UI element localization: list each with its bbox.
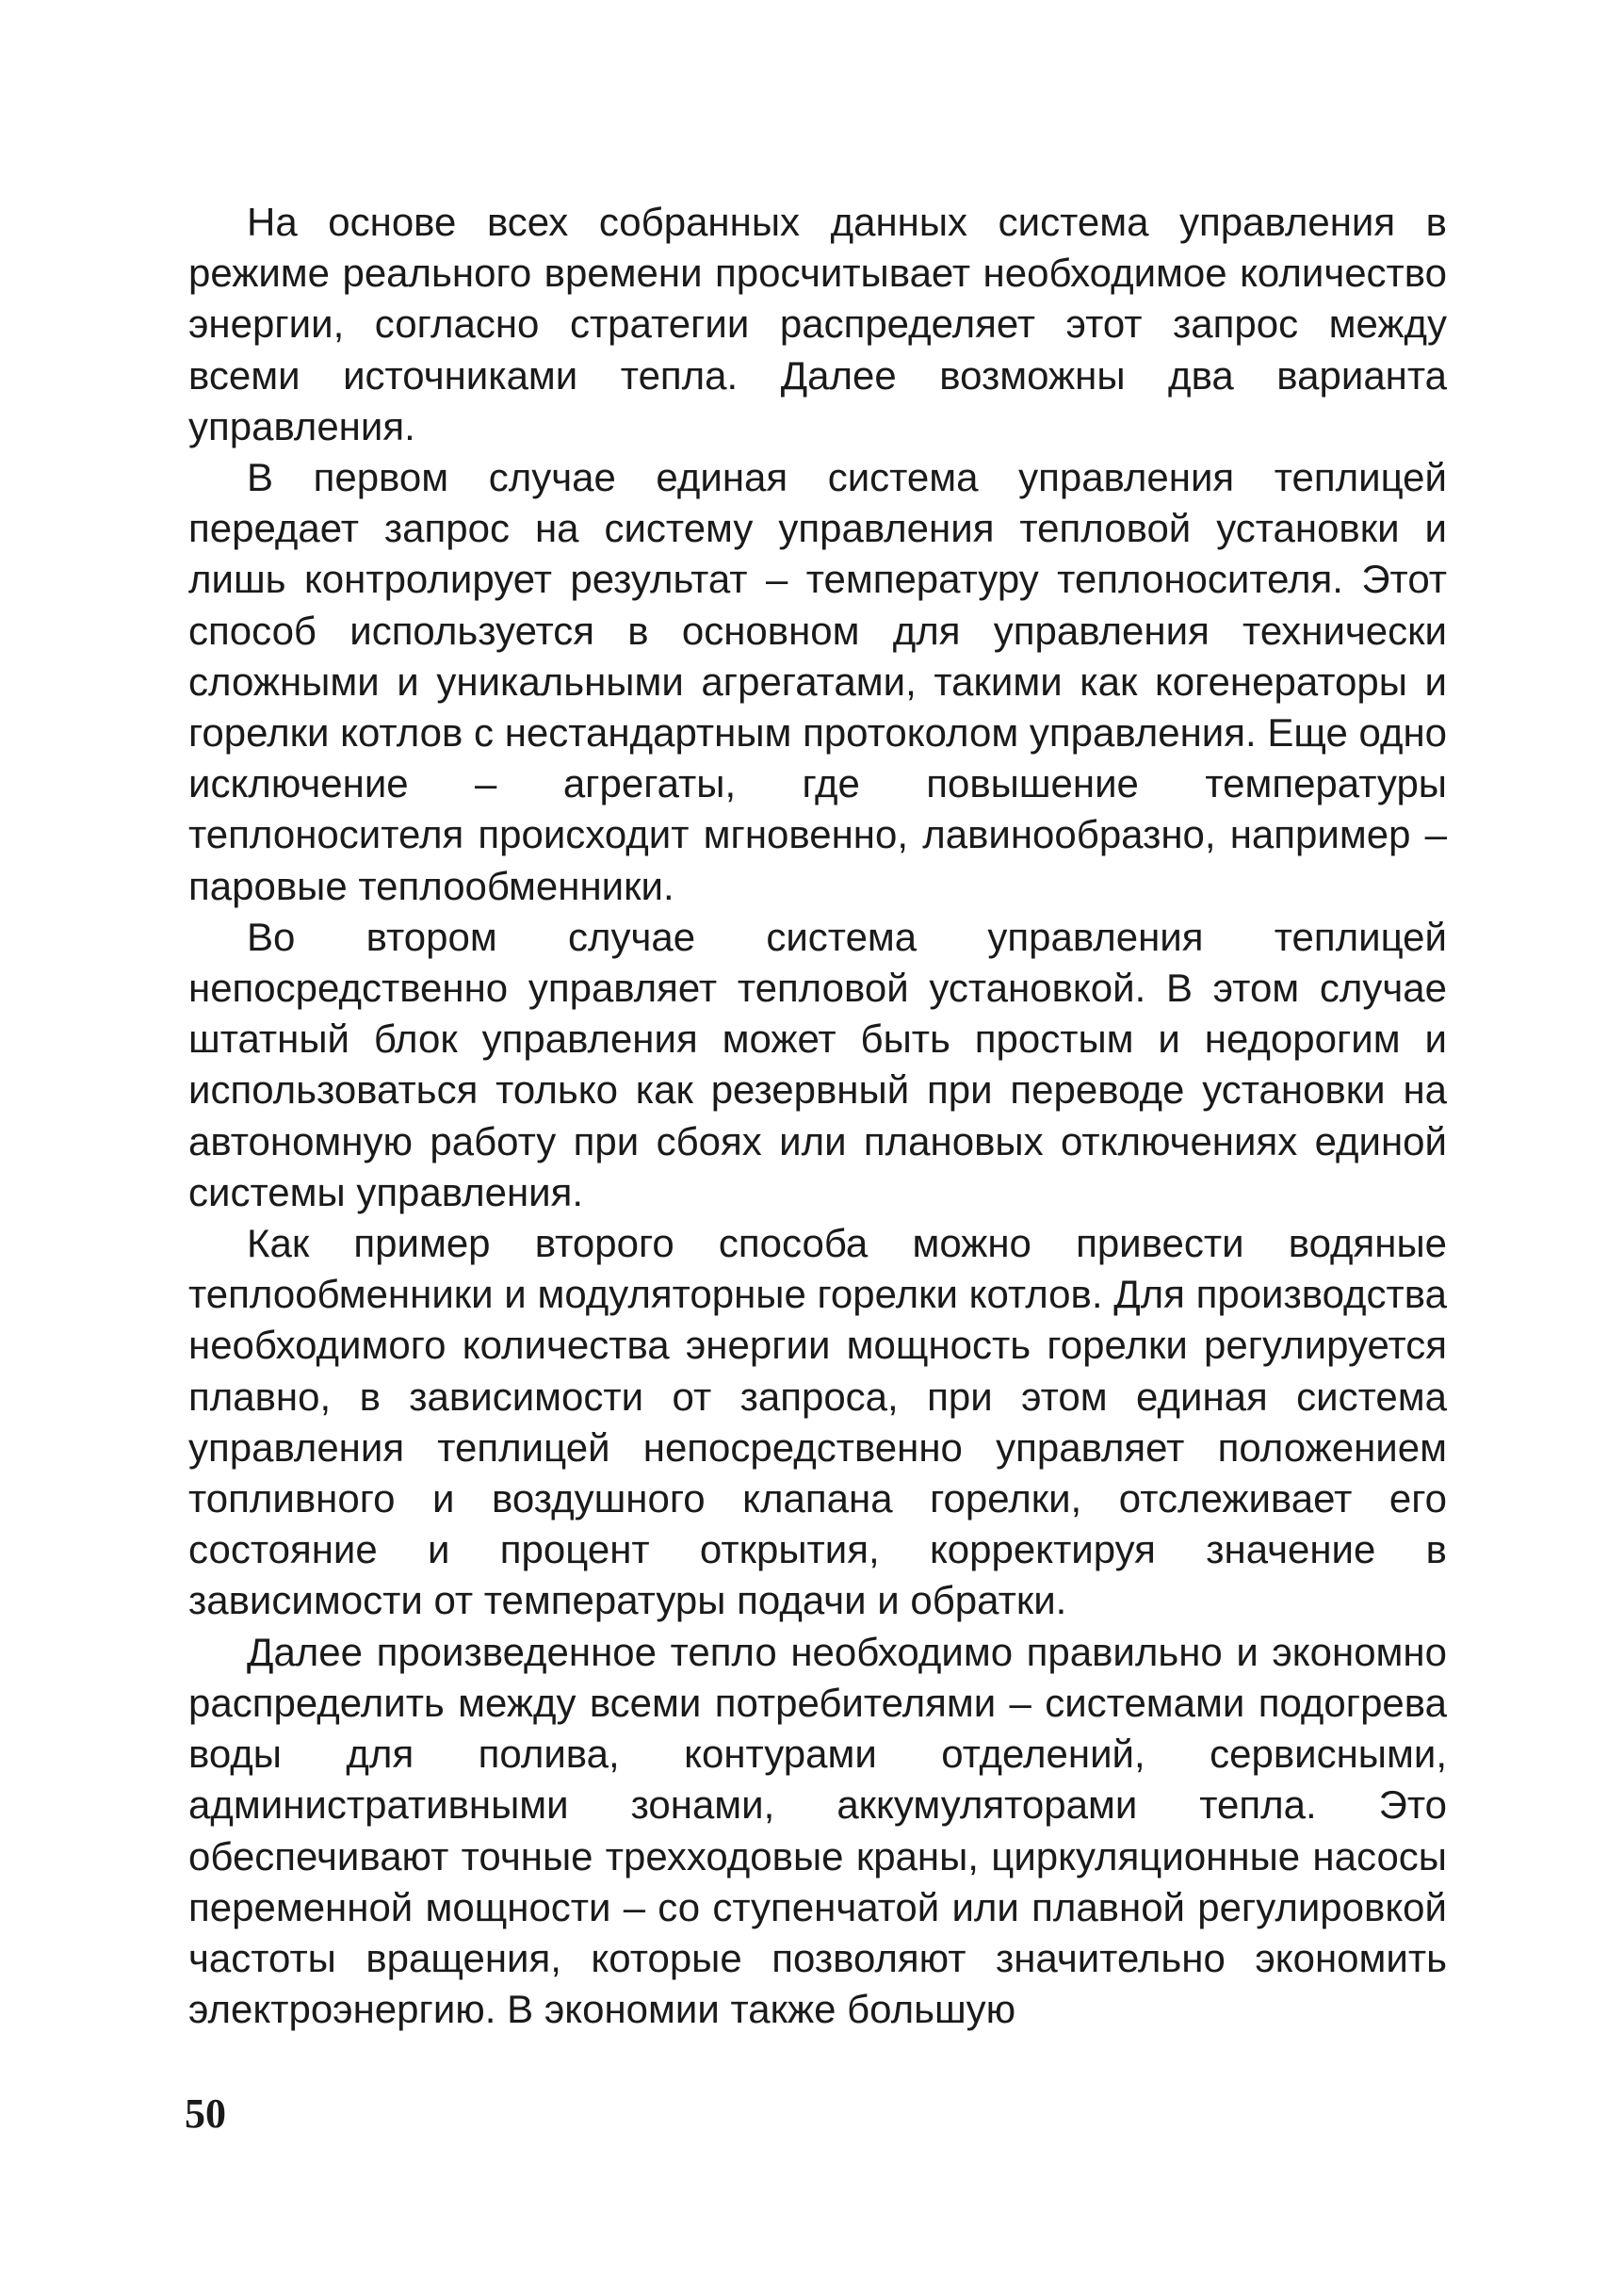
page-number: 50: [185, 2090, 226, 2137]
body-text: [188, 197, 1447, 2035]
paragraph-5: Далее произведенное тепло необходимо правильно и экономно распределить между всеми потребителями – системами подогрева воды для полива, контурами отделений, сервисными, административными зонами, аккумуляторами тепла. Это обеспечивают точные трехходовые краны, циркуляционные насосы переменной мощности – со ступенчатой или плавной регулировкой частоты вращения, которые позволяют значительно экономить электроэнергию. В экономии также большую: [188, 1629, 1447, 2032]
paragraph-3: Во втором случае система управления теплицей непосредственно управляет тепловой установкой. В этом случае штатный блок управления может быть простым и недорогим и использоваться только как резервный при переводе установки на автономную работу при сбоях или плановых отключениях единой системы управления.: [188, 914, 1447, 1214]
paragraph-4: Как пример второго способа можно привести водяные теплообменники и модуляторные горелки котлов. Для производства необходимого количества энергии мощность горелки регулируется плавно, в зависимости от запроса, при этом единая система управления теплицей непосредственно управляет положением топливного и воздушного клапана горелки, отслеживает его состояние и процент открытия, корректируя значение в зависимости от температуры подачи и обратки.: [188, 1221, 1447, 1623]
paragraph-1: На основе всех собранных данных система управления в режиме реального времени просчитывает необходимое количество энергии, согласно стратегии распределяет этот запрос между всеми источниками тепла. Далее возможны два варианта управления.: [188, 200, 1447, 448]
paragraph-2: В первом случае единая система управления теплицей передает запрос на систему управления тепловой установки и лишь контролирует результат – температуру теплоносителя. Этот способ используется в основном для управления технически сложными и уникальными агрегатами, такими как когенераторы и горелки котлов с нестандартным протоколом управления. Еще одно исключение – агрегаты, где повышение температуры теплоносителя происходит мгновенно, лавинообразно, например – паровые теплообменники.: [188, 455, 1447, 908]
